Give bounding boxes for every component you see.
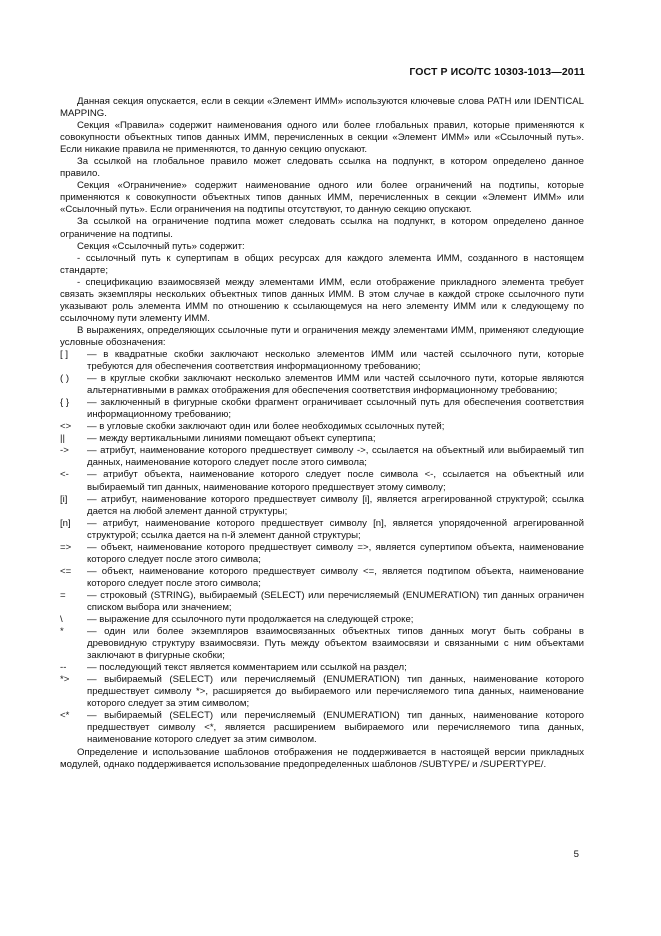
paragraph: Секция «Ограничение» содержит наименование одного или более ограничений на подтипы, которые применяются к совокупности объектных типов данных ИММ, перечисленных в секции «Элемент ИММ» или «Ссылочный путь». Если ограничения на подтипы отсутствуют, то данную секцию опускают. (60, 180, 584, 216)
paragraph: Секция «Правила» содержит наименования одного или более глобальных правил, которые применяются к совокупности объектных типов данных ИММ, перечисленных в секции «Элемент ИММ» или «Ссылочный путь». Если никакие правила не применяются, то данную секцию опускают. (60, 120, 584, 156)
notation-item (60, 469, 584, 493)
notation-symbol: [ ] (60, 348, 68, 360)
paragraph: В выражениях, определяющих ссылочные пути и ограничения между элементами ИММ, применяют следующие условные обозначения: (60, 324, 584, 348)
notation-description: — атрибут объекта, наименование которого следует после символа <-, ссылается на объектный или выбираемый тип данных, наименование которого предшествует этому символу; (87, 469, 584, 493)
notation-symbol: -> (60, 445, 69, 457)
body-text (60, 96, 584, 771)
notation-description: — атрибут, наименование которого предшествует символу [n], является упорядоченной агрегированной структурой; ссылка дается на n-й элемент данной структуры; (87, 517, 584, 541)
notation-item (60, 421, 584, 433)
paragraph: Секция «Ссылочный путь» содержит: (77, 240, 245, 252)
notation-item (60, 518, 584, 542)
notation-item (60, 433, 584, 445)
notation-item (60, 542, 584, 566)
notation-description: — выражение для ссылочного пути продолжается на следующей строке; (87, 614, 414, 626)
notation-symbol: <> (60, 421, 72, 433)
standard-header: ГОСТ Р ИСО/ТС 10303-1013—2011 (409, 66, 585, 78)
notation-description: — выбираемый (SELECT) или перечисляемый (ENUMERATION) тип данных, наименование которого предшествует символу *>, расширяется до выбираемого или перечисляемого типа данных, наименование которого следует за этим символом; (87, 674, 584, 710)
notation-description: — в квадратные скобки заключают несколько элементов ИММ или частей ссылочного пути, которые требуются для обеспечения соответствия информационному требованию; (87, 348, 584, 373)
notation-symbol: -- (60, 662, 67, 674)
notation-symbol: \ (60, 614, 63, 626)
notation-symbol: * (60, 626, 64, 638)
page-number: 5 (573, 849, 579, 860)
list-item: - ссылочный путь к супертипам в общих ресурсах для каждого элемента ИММ, созданного в настоящем стандарте; (60, 252, 584, 276)
paragraph: За ссылкой на ограничение подтипа может следовать ссылка на подпункт, в котором определено данное ограничение на подтипы. (60, 216, 584, 240)
notation-symbol: [n] (60, 517, 71, 529)
notation-description: — объект, наименование которого предшествует символу <=, является подтипом объекта, наименование которого следует после этого символа; (87, 565, 584, 589)
notation-item (60, 349, 584, 373)
paragraph: За ссылкой на глобальное правило может следовать ссылка на подпункт, в котором определено данное правило. (60, 156, 584, 180)
notation-item (60, 494, 584, 518)
notation-item (60, 662, 584, 674)
notation-symbol: <= (60, 565, 72, 577)
notation-item (60, 397, 584, 421)
notation-description: — один или более экземпляров взаимосвязанных объектных типов данных могут быть собраны в древовидную структуру взаимосвязи. Путь между объектом взаимосвязи и связанными с ним объектами заключают в фигурные скобки; (87, 626, 584, 662)
paragraph: Данная секция опускается, если в секции «Элемент ИММ» используются ключевые слова PATH или IDENTICAL MAPPING. (60, 96, 584, 120)
notation-item (60, 373, 584, 397)
notation-symbol: <* (60, 710, 70, 722)
notation-description: — в угловые скобки заключают один или более необходимых ссылочных путей; (87, 421, 445, 433)
notation-symbol: *> (60, 674, 70, 686)
notation-symbol: <- (60, 469, 69, 481)
notation-symbol: = (60, 589, 66, 601)
notation-list (60, 349, 584, 747)
notation-description: — последующий текст является комментарием или ссылкой на раздел; (87, 662, 407, 674)
notation-item (60, 710, 584, 746)
list-item: - спецификацию взаимосвязей между элементами ИММ, если отображение прикладного элемента требует связать экземпляры нескольких объектных типов данных ИММ. В этом случае в каждой строке ссылочного пути указывают роль элемента ИММ по отношению к ссылающемуся на него элементу ИММ или к следующему по ссылочному пути элементу ИММ. (60, 276, 584, 324)
notation-description: — между вертикальными линиями помещают объект супертипа; (87, 433, 376, 445)
notation-symbol: ( ) (60, 373, 70, 385)
notation-description: — атрибут, наименование которого предшествует символу ->, ссылается на объектный или выбираемый тип данных, наименование которого следует после этого символа; (87, 445, 584, 469)
notation-description: — атрибут, наименование которого предшествует символу [i], является агрегированной структурой; ссылка дается на любой элемент данной структуры; (87, 493, 584, 517)
notation-item (60, 614, 584, 626)
notation-symbol: { } (60, 397, 70, 409)
notation-description: — в круглые скобки заключают несколько элементов ИММ или частей ссылочного пути, которые являются альтернативными в рамках отображения для обеспечения соответствия информационному требованию; (87, 373, 584, 397)
notation-item (60, 626, 584, 662)
notation-item (60, 566, 584, 590)
notation-description: — выбираемый (SELECT) или перечисляемый (ENUMERATION) тип данных, наименование которого предшествует символу <*, является расширением выбираемого или перечисляемого типа данных, наименование которого следует за этим символом. (87, 710, 584, 746)
notation-description: — заключенный в фигурные скобки фрагмент ограничивает ссылочный путь для обеспечения соответствия информационному требованию; (87, 397, 584, 421)
notation-symbol: => (60, 541, 72, 553)
notation-description: — объект, наименование которого предшествует символу =>, является супертипом объекта, наименование которого следует после этого символа; (87, 541, 584, 565)
notation-symbol: || (60, 433, 65, 445)
notation-description: — строковый (STRING), выбираемый (SELECT) или перечисляемый (ENUMERATION) тип данных ограничен списком выбора или значением; (87, 589, 584, 613)
notation-item (60, 590, 584, 614)
notation-item (60, 445, 584, 469)
closing-paragraph: Определение и использование шаблонов отображения не поддерживается в настоящей версии прикладных модулей, однако поддерживается использование предопределенных шаблонов /SUBTYPE/ и /SUPERTYPE/. (60, 746, 584, 770)
notation-symbol: [i] (60, 493, 68, 505)
notation-item (60, 674, 584, 710)
